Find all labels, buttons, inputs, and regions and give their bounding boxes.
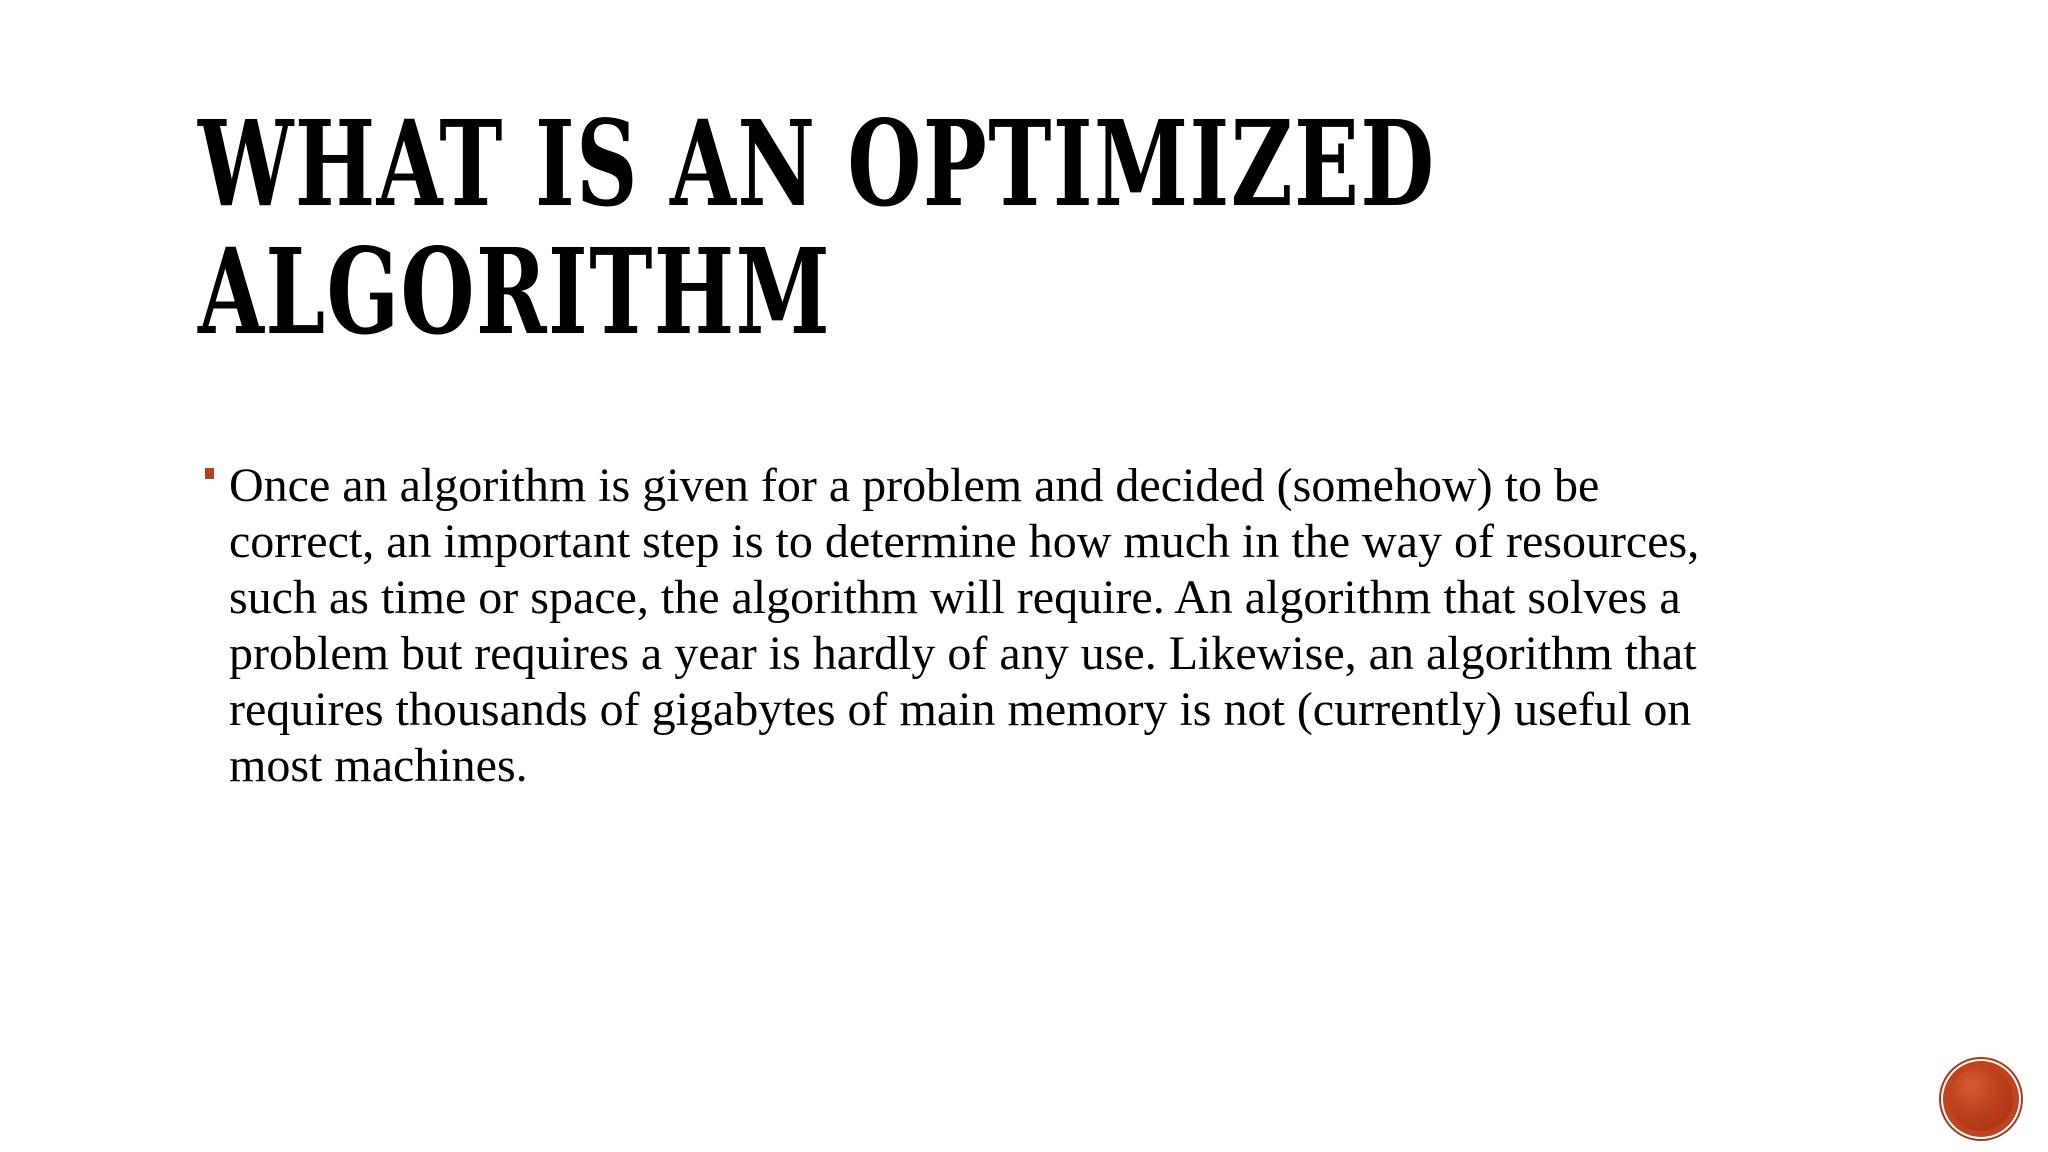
bullet-line: problem but requires a year is hardly of any use. Likewise, an algorithm that — [229, 627, 1697, 680]
slide-content — [205, 458, 1845, 794]
slide-title-line-2: ALGORITHM — [198, 222, 832, 361]
slide-title-line-1: WHAT IS AN OPTIMIZED — [198, 94, 1436, 233]
bullet-line: most machines. — [229, 739, 528, 792]
bullet-text — [229, 458, 1845, 794]
bullet-line: Once an algorithm is given for a problem and decided (somehow) to be — [229, 459, 1600, 512]
slide-nav-button[interactable] — [1943, 1061, 2019, 1137]
bullet-line: such as time or space, the algorithm will require. An algorithm that solves a — [229, 571, 1681, 624]
bullet-line: requires thousands of gigabytes of main memory is not (currently) useful on — [229, 683, 1692, 736]
square-bullet-icon — [205, 468, 214, 479]
bullet-item — [205, 458, 1845, 794]
bullet-line: correct, an important step is to determine how much in the way of resources, — [229, 515, 1700, 568]
slide-title — [198, 94, 1436, 361]
orange-circle-button-icon — [1949, 1067, 2013, 1131]
